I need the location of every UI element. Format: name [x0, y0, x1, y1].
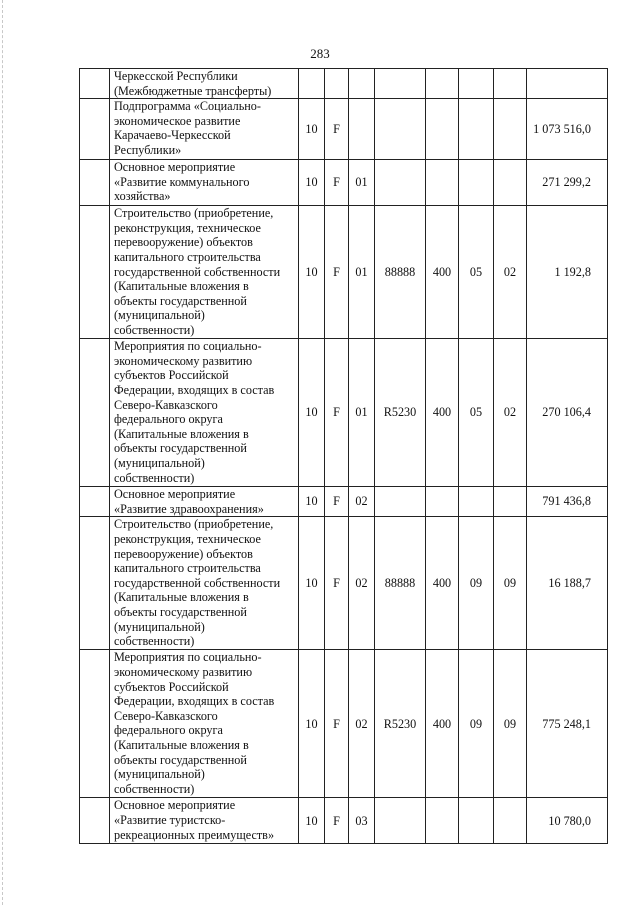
subdivision-code-cell — [494, 160, 527, 206]
amount-cell: 271 299,2 — [527, 160, 608, 206]
section-code-cell: 10 — [299, 160, 325, 206]
amount-cell — [527, 69, 608, 99]
item-name-line: объекты государственной — [114, 752, 247, 767]
target-article-cell — [375, 160, 426, 206]
subprogram-code-cell: 02 — [349, 650, 375, 798]
division-code-cell — [459, 160, 494, 206]
section-code-cell — [299, 69, 325, 99]
item-name-line: Основное мероприятие — [114, 487, 236, 502]
subprogram-code-cell: 03 — [349, 798, 375, 844]
item-name-line: Строительство (приобретение, — [114, 517, 274, 532]
budget-table — [79, 68, 608, 844]
item-name-line: Основное мероприятие — [114, 798, 236, 813]
row-number-cell — [80, 69, 110, 99]
program-code-cell — [325, 69, 349, 99]
item-name-cell — [110, 206, 299, 339]
section-code-cell: 10 — [299, 650, 325, 798]
subdivision-code-cell: 09 — [494, 517, 527, 650]
expense-type-cell: 400 — [426, 517, 459, 650]
row-number-cell — [80, 160, 110, 206]
item-name-line: субъектов Российской — [114, 679, 229, 694]
section-code-cell: 10 — [299, 798, 325, 844]
program-code-cell: F — [325, 339, 349, 487]
item-name-line: (муниципальной) — [114, 767, 205, 782]
item-name-line: собственности) — [114, 470, 195, 485]
expense-type-cell — [426, 160, 459, 206]
amount-cell: 1 192,8 — [527, 206, 608, 339]
budget-table-body — [80, 69, 608, 844]
item-name-line: федерального округа — [114, 723, 223, 738]
item-name-cell — [110, 99, 299, 160]
item-name-line: (Капитальные вложения в — [114, 426, 249, 441]
expense-type-cell — [426, 99, 459, 160]
table-row — [80, 206, 608, 339]
item-name-cell — [110, 798, 299, 844]
target-article-cell — [375, 487, 426, 517]
page-number: 283 — [310, 46, 330, 61]
item-name-line: экономическое развитие — [114, 113, 241, 128]
amount-cell: 775 248,1 — [527, 650, 608, 798]
subprogram-code-cell — [349, 99, 375, 160]
item-name-line: Карачаево-Черкесской — [114, 128, 231, 143]
item-name-line: собственности) — [114, 634, 195, 649]
item-name-line: капитального строительства — [114, 561, 261, 576]
target-article-cell: 88888 — [375, 517, 426, 650]
item-name-line: Северо-Кавказского — [114, 708, 218, 723]
amount-cell: 791 436,8 — [527, 487, 608, 517]
item-name-line: собственности) — [114, 322, 195, 337]
section-code-cell: 10 — [299, 206, 325, 339]
item-name-line: «Развитие туристско- — [114, 812, 226, 827]
item-name-cell — [110, 339, 299, 487]
target-article-cell: R5230 — [375, 339, 426, 487]
table-row — [80, 798, 608, 844]
subprogram-code-cell: 01 — [349, 339, 375, 487]
target-article-cell — [375, 798, 426, 844]
target-article-cell — [375, 69, 426, 99]
expense-type-cell — [426, 798, 459, 844]
item-name-line: государственной собственности — [114, 575, 281, 590]
item-name-line: (Капитальные вложения в — [114, 737, 249, 752]
program-code-cell: F — [325, 650, 349, 798]
amount-cell: 10 780,0 — [527, 798, 608, 844]
table-row — [80, 487, 608, 517]
item-name-line: реконструкция, техническое — [114, 220, 261, 235]
subdivision-code-cell — [494, 99, 527, 160]
expense-type-cell — [426, 487, 459, 517]
item-name-line: «Развитие здравоохранения» — [114, 501, 264, 516]
item-name-line: федерального округа — [114, 412, 223, 427]
item-name-line: государственной собственности — [114, 264, 281, 279]
item-name-line: Мероприятия по социально- — [114, 650, 262, 665]
expense-type-cell: 400 — [426, 650, 459, 798]
subprogram-code-cell: 02 — [349, 517, 375, 650]
subdivision-code-cell: 02 — [494, 339, 527, 487]
target-article-cell: 88888 — [375, 206, 426, 339]
table-row — [80, 69, 608, 99]
program-code-cell: F — [325, 99, 349, 160]
row-number-cell — [80, 517, 110, 650]
table-row — [80, 99, 608, 160]
subdivision-code-cell: 09 — [494, 650, 527, 798]
subprogram-code-cell: 01 — [349, 206, 375, 339]
division-code-cell — [459, 99, 494, 160]
expense-type-cell: 400 — [426, 206, 459, 339]
target-article-cell: R5230 — [375, 650, 426, 798]
item-name-line: (Капитальные вложения в — [114, 590, 249, 605]
item-name-line: Федерации, входящих в состав — [114, 694, 275, 709]
amount-cell: 270 106,4 — [527, 339, 608, 487]
item-name-line: хозяйства» — [114, 189, 171, 204]
item-name-cell — [110, 69, 299, 99]
item-name-line: Черкесской Республики — [114, 69, 238, 83]
expense-type-cell: 400 — [426, 339, 459, 487]
division-code-cell: 05 — [459, 339, 494, 487]
item-name-line: Основное мероприятие — [114, 160, 236, 175]
division-code-cell: 05 — [459, 206, 494, 339]
subdivision-code-cell — [494, 798, 527, 844]
item-name-line: Федерации, входящих в состав — [114, 382, 275, 397]
program-code-cell: F — [325, 160, 349, 206]
item-name-line: объекты государственной — [114, 293, 247, 308]
section-code-cell: 10 — [299, 99, 325, 160]
section-code-cell: 10 — [299, 487, 325, 517]
subprogram-code-cell: 01 — [349, 160, 375, 206]
item-name-line: Республики» — [114, 142, 182, 157]
item-name-line: экономическому развитию — [114, 664, 253, 679]
item-name-cell — [110, 160, 299, 206]
item-name-line: экономическому развитию — [114, 353, 253, 368]
row-number-cell — [80, 99, 110, 160]
row-number-cell — [80, 487, 110, 517]
subdivision-code-cell — [494, 69, 527, 99]
item-name-line: субъектов Российской — [114, 368, 229, 383]
program-code-cell: F — [325, 206, 349, 339]
section-code-cell: 10 — [299, 517, 325, 650]
item-name-line: Мероприятия по социально- — [114, 339, 262, 354]
item-name-line: (муниципальной) — [114, 455, 205, 470]
target-article-cell — [375, 99, 426, 160]
item-name-line: объекты государственной — [114, 604, 247, 619]
row-number-cell — [80, 650, 110, 798]
program-code-cell: F — [325, 798, 349, 844]
item-name-cell — [110, 650, 299, 798]
item-name-line: (Капитальные вложения в — [114, 279, 249, 294]
item-name-line: перевооружение) объектов — [114, 546, 253, 561]
table-row — [80, 650, 608, 798]
item-name-line: (муниципальной) — [114, 308, 205, 323]
item-name-line: капитального строительства — [114, 249, 261, 264]
item-name-line: реконструкция, техническое — [114, 531, 261, 546]
amount-cell: 16 188,7 — [527, 517, 608, 650]
amount-cell: 1 073 516,0 — [527, 99, 608, 160]
subprogram-code-cell — [349, 69, 375, 99]
item-name-line: (муниципальной) — [114, 619, 205, 634]
item-name-line: рекреационных преимуществ» — [114, 827, 275, 842]
expense-type-cell — [426, 69, 459, 99]
item-name-line: собственности) — [114, 781, 195, 796]
subdivision-code-cell — [494, 487, 527, 517]
item-name-line: «Развитие коммунального — [114, 174, 250, 189]
division-code-cell — [459, 487, 494, 517]
division-code-cell — [459, 798, 494, 844]
subprogram-code-cell: 02 — [349, 487, 375, 517]
item-name-cell — [110, 487, 299, 517]
item-name-line: (Межбюджетные трансферты) — [114, 83, 272, 98]
division-code-cell: 09 — [459, 517, 494, 650]
item-name-cell — [110, 517, 299, 650]
item-name-line: Северо-Кавказского — [114, 397, 218, 412]
item-name-line: объекты государственной — [114, 441, 247, 456]
page-edge-margin — [2, 0, 4, 905]
division-code-cell: 09 — [459, 650, 494, 798]
row-number-cell — [80, 798, 110, 844]
program-code-cell: F — [325, 517, 349, 650]
item-name-line: перевооружение) объектов — [114, 235, 253, 250]
table-row — [80, 517, 608, 650]
row-number-cell — [80, 339, 110, 487]
subdivision-code-cell: 02 — [494, 206, 527, 339]
item-name-line: Подпрограмма «Социально- — [114, 99, 261, 114]
item-name-line: Строительство (приобретение, — [114, 206, 274, 221]
row-number-cell — [80, 206, 110, 339]
table-row — [80, 339, 608, 487]
table-row — [80, 160, 608, 206]
division-code-cell — [459, 69, 494, 99]
program-code-cell: F — [325, 487, 349, 517]
section-code-cell: 10 — [299, 339, 325, 487]
